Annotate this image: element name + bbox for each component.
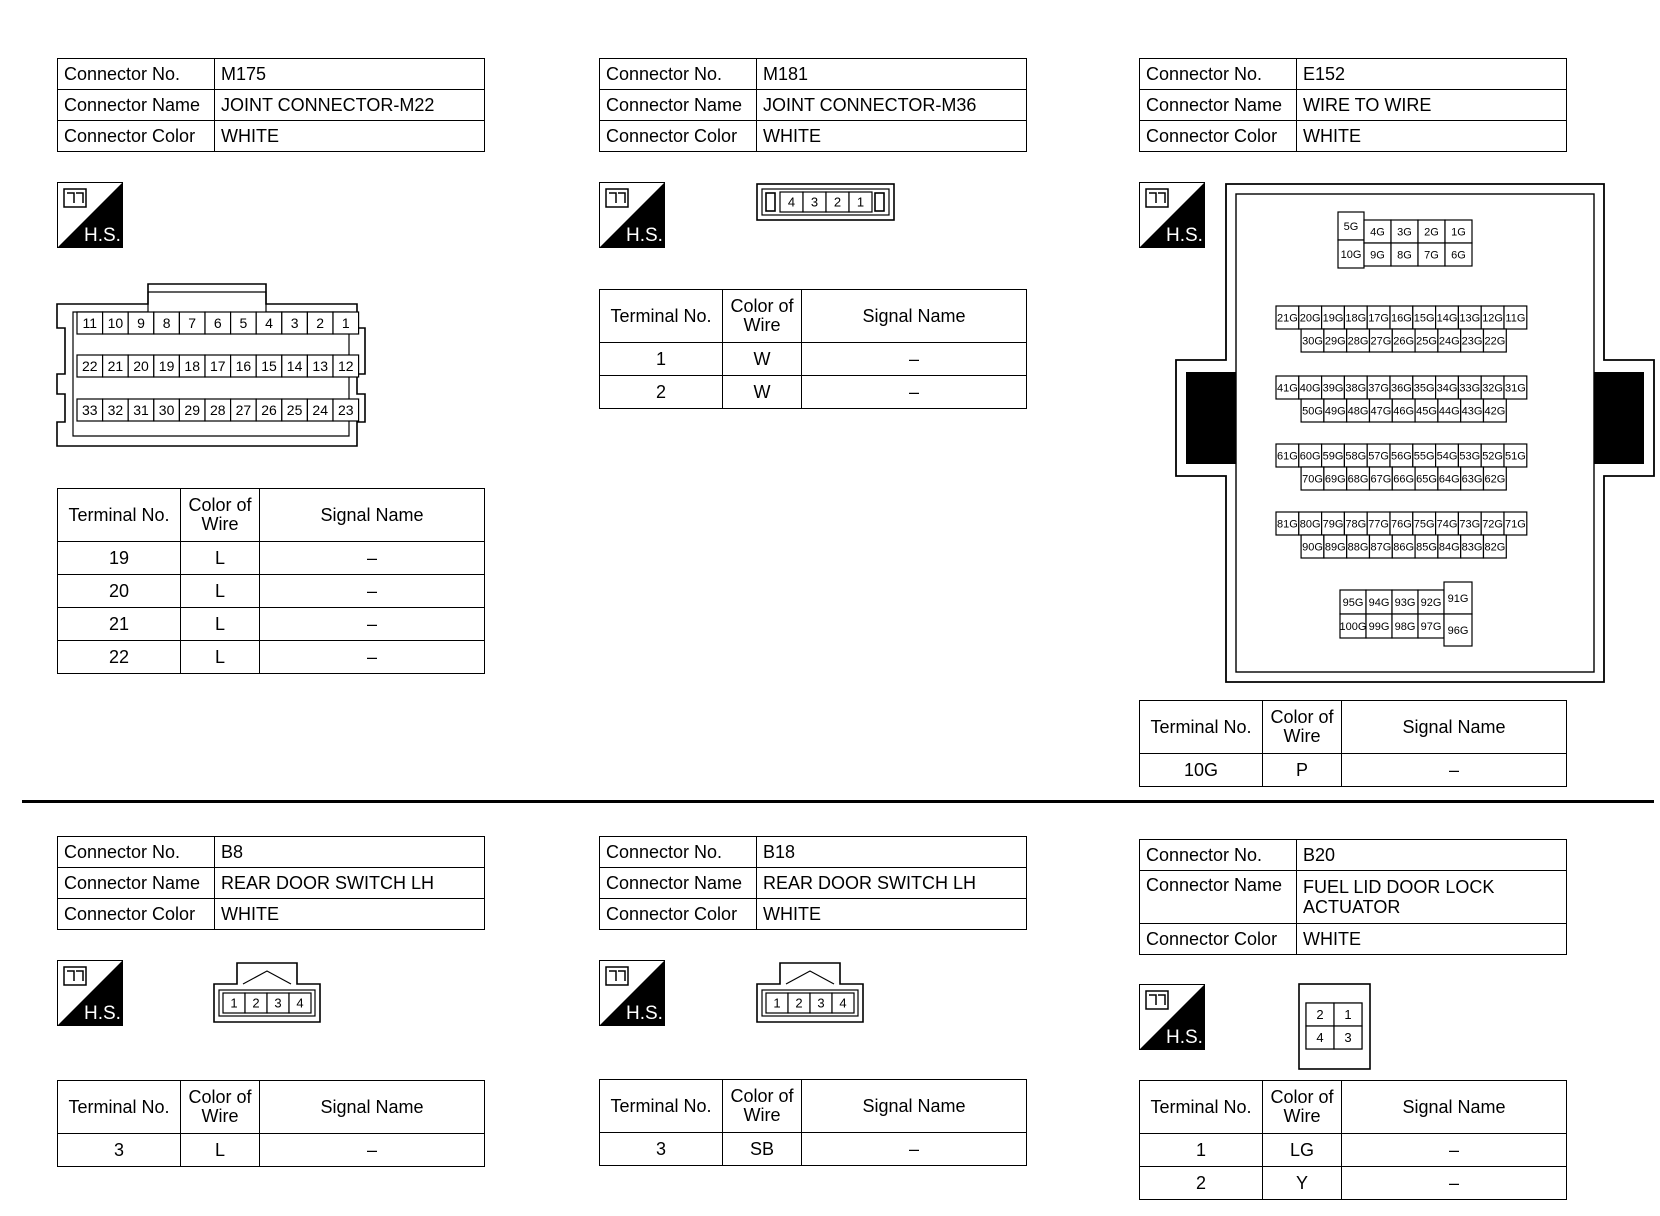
pin-label: 93G bbox=[1394, 596, 1416, 609]
pin-label: 95G bbox=[1342, 596, 1364, 609]
pin-label: 48G bbox=[1347, 405, 1369, 418]
connector-name-value: REAR DOOR SWITCH LH bbox=[757, 868, 1027, 899]
label-connector-color: Connector Color bbox=[600, 121, 757, 152]
connector-name-value: JOINT CONNECTOR-M36 bbox=[757, 90, 1027, 121]
header-signal-name: Signal Name bbox=[1342, 701, 1567, 754]
connector-color-value: WHITE bbox=[1297, 924, 1567, 955]
terminal-table-b20 bbox=[1139, 1080, 1567, 1200]
pin-label: 66G bbox=[1393, 473, 1415, 486]
pin-label: 1 bbox=[341, 315, 350, 332]
pin-label: 28G bbox=[1347, 335, 1369, 348]
pin-label: 46G bbox=[1393, 405, 1415, 418]
pin-label: 16G bbox=[1391, 312, 1412, 325]
table-row: 21 L – bbox=[58, 608, 485, 641]
pin-label: 11G bbox=[1505, 312, 1526, 325]
pin-label: 27 bbox=[235, 402, 252, 419]
connector-m181 bbox=[599, 58, 1027, 152]
label-connector-name: Connector Name bbox=[1140, 90, 1297, 121]
pin-label: 21 bbox=[107, 358, 124, 375]
header-terminal-no: Terminal No. bbox=[1140, 701, 1263, 754]
pin-label: 4 bbox=[265, 315, 273, 332]
label-connector-color: Connector Color bbox=[58, 121, 215, 152]
svg-text:H.S.: H.S. bbox=[84, 225, 121, 246]
svg-text:H.S.: H.S. bbox=[626, 225, 663, 246]
pin-label: 3 bbox=[274, 995, 282, 1011]
pin-label: 26 bbox=[261, 402, 277, 419]
pin-label: 13 bbox=[312, 358, 328, 375]
pin-label: 3 bbox=[1344, 1030, 1352, 1046]
pin-label: 99G bbox=[1368, 620, 1390, 633]
pin-label: 60G bbox=[1299, 450, 1321, 463]
label-connector-name: Connector Name bbox=[58, 90, 215, 121]
pin-label: 15G bbox=[1413, 312, 1435, 325]
pin-label: 3 bbox=[290, 315, 299, 332]
header-signal-name: Signal Name bbox=[802, 290, 1027, 343]
connector-face-b8 bbox=[213, 962, 323, 1024]
pin-label: 29G bbox=[1324, 335, 1346, 348]
label-connector-no: Connector No. bbox=[58, 59, 215, 90]
pin-label: 25 bbox=[286, 402, 303, 419]
header-color-of-wire: Color of Wire bbox=[181, 1081, 260, 1134]
pin-label: 17 bbox=[210, 358, 226, 375]
connector-name-value: REAR DOOR SWITCH LH bbox=[215, 868, 485, 899]
pin-label: 12G bbox=[1482, 312, 1503, 325]
pin-label: 88G bbox=[1347, 541, 1369, 554]
pin-label: 4G bbox=[1370, 226, 1385, 239]
pin-label: 36G bbox=[1391, 382, 1412, 395]
pin-label: 6G bbox=[1451, 249, 1466, 262]
svg-text:H.S.: H.S. bbox=[1166, 225, 1203, 246]
connector-color-value: WHITE bbox=[215, 121, 485, 152]
harness-side-icon bbox=[57, 182, 123, 248]
connector-face-b20 bbox=[1298, 983, 1372, 1071]
pin-label: 31 bbox=[133, 402, 149, 419]
pin-label: 3G bbox=[1397, 226, 1412, 239]
pin-label: 92G bbox=[1420, 596, 1442, 609]
pin-label: 47G bbox=[1370, 405, 1392, 418]
pin-label: 79G bbox=[1322, 518, 1344, 531]
pin-label: 67G bbox=[1370, 473, 1392, 486]
table-row: 1 LG – bbox=[1140, 1134, 1567, 1167]
pin-label: 15 bbox=[261, 358, 277, 375]
pin-label: 74G bbox=[1436, 518, 1458, 531]
pin-label: 97G bbox=[1420, 620, 1442, 633]
pin-label: 81G bbox=[1277, 518, 1298, 531]
pin-label: 44G bbox=[1438, 405, 1460, 418]
label-connector-name: Connector Name bbox=[58, 868, 215, 899]
label-connector-name: Connector Name bbox=[600, 90, 757, 121]
header-color-of-wire: Color of Wire bbox=[723, 290, 802, 343]
header-terminal-no: Terminal No. bbox=[600, 290, 723, 343]
pin-label: 27G bbox=[1370, 335, 1392, 348]
section-divider bbox=[22, 800, 1654, 803]
pin-label: 10 bbox=[107, 315, 124, 332]
pin-label: 39G bbox=[1322, 382, 1344, 395]
connector-b18 bbox=[599, 836, 1027, 930]
pin-label: 43G bbox=[1461, 405, 1483, 418]
pin-label: 49G bbox=[1324, 405, 1346, 418]
pin-label: 2 bbox=[252, 995, 260, 1011]
pin-label: 78G bbox=[1345, 518, 1367, 531]
terminal-table-e152 bbox=[1139, 700, 1567, 787]
header-color-of-wire: Color of Wire bbox=[723, 1080, 802, 1133]
harness-side-icon bbox=[1139, 984, 1205, 1050]
pin-label: 2 bbox=[795, 995, 803, 1011]
connector-color-value: WHITE bbox=[1297, 121, 1567, 152]
header-color-of-wire: Color of Wire bbox=[1263, 701, 1342, 754]
pin-label: 20 bbox=[133, 358, 149, 375]
pin-label: 19G bbox=[1322, 312, 1344, 325]
svg-text:H.S.: H.S. bbox=[626, 1003, 663, 1024]
table-row: 2 Y – bbox=[1140, 1167, 1567, 1200]
header-terminal-no: Terminal No. bbox=[58, 489, 181, 542]
pin-label: 24 bbox=[312, 402, 328, 419]
pin-label: 94G bbox=[1368, 596, 1390, 609]
terminal-table-m181 bbox=[599, 289, 1027, 409]
pin-label: 2 bbox=[833, 194, 842, 210]
pin-label: 89G bbox=[1324, 541, 1346, 554]
pin-label: 62G bbox=[1484, 473, 1506, 486]
pin-label: 42G bbox=[1484, 405, 1506, 418]
connector-info-table bbox=[57, 58, 485, 152]
pin-label: 17G bbox=[1368, 312, 1389, 325]
pin-label: 22G bbox=[1484, 335, 1506, 348]
pin-label: 2 bbox=[316, 315, 325, 332]
pin-label: 23 bbox=[338, 402, 354, 419]
label-connector-name: Connector Name bbox=[600, 868, 757, 899]
pin-label: 32G bbox=[1482, 382, 1503, 395]
pin-label: 51G bbox=[1505, 450, 1526, 463]
pin-label: 18G bbox=[1345, 312, 1367, 325]
pin-label: 96G bbox=[1447, 624, 1469, 637]
pin-label: 7G bbox=[1424, 249, 1439, 262]
pin-label: 69G bbox=[1324, 473, 1346, 486]
pin-label: 83G bbox=[1461, 541, 1483, 554]
pin-label: 28 bbox=[210, 402, 226, 419]
pin-label: 30 bbox=[158, 402, 175, 419]
pin-label: 2 bbox=[1316, 1007, 1324, 1023]
pin-label: 4 bbox=[1316, 1030, 1324, 1046]
pin-label: 7 bbox=[188, 315, 197, 332]
pin-label: 85G bbox=[1416, 541, 1437, 554]
pin-label: 61G bbox=[1277, 450, 1298, 463]
table-row: 3 SB – bbox=[600, 1133, 1027, 1166]
terminal-table-b8 bbox=[57, 1080, 485, 1167]
connector-no-value: B8 bbox=[215, 837, 485, 868]
pin-label: 10G bbox=[1340, 248, 1362, 261]
header-signal-name: Signal Name bbox=[1342, 1081, 1567, 1134]
pin-label: 38G bbox=[1345, 382, 1367, 395]
pin-label: 1 bbox=[1344, 1007, 1352, 1023]
pin-label: 16 bbox=[235, 358, 252, 375]
header-signal-name: Signal Name bbox=[260, 1081, 485, 1134]
pin-label: 8 bbox=[162, 315, 171, 332]
pin-label: 33G bbox=[1459, 382, 1481, 395]
pin-label: 1 bbox=[773, 995, 781, 1011]
pin-label: 19 bbox=[158, 358, 175, 375]
pin-label: 34G bbox=[1436, 382, 1458, 395]
label-connector-name: Connector Name bbox=[1140, 871, 1297, 924]
pin-label: 72G bbox=[1482, 518, 1503, 531]
pin-label: 77G bbox=[1368, 518, 1389, 531]
connector-color-value: WHITE bbox=[757, 121, 1027, 152]
pin-label: 21G bbox=[1277, 312, 1298, 325]
pin-label: 57G bbox=[1368, 450, 1389, 463]
table-row: 1 W – bbox=[600, 343, 1027, 376]
pin-label: 76G bbox=[1391, 518, 1412, 531]
terminal-table-m175 bbox=[57, 488, 485, 674]
table-row: 19 L – bbox=[58, 542, 485, 575]
label-connector-no: Connector No. bbox=[600, 59, 757, 90]
pin-label: 9G bbox=[1370, 249, 1385, 262]
table-row: 22 L – bbox=[58, 641, 485, 674]
connector-no-value: B20 bbox=[1297, 840, 1567, 871]
pin-label: 32 bbox=[107, 402, 124, 419]
connector-name-value: FUEL LID DOOR LOCK ACTUATOR bbox=[1297, 871, 1567, 924]
pin-label: 80G bbox=[1299, 518, 1321, 531]
pin-label: 1 bbox=[856, 194, 865, 210]
pin-label: 59G bbox=[1322, 450, 1344, 463]
pin-label: 50G bbox=[1302, 405, 1323, 418]
pin-label: 20G bbox=[1299, 312, 1321, 325]
label-connector-color: Connector Color bbox=[58, 899, 215, 930]
header-color-of-wire: Color of Wire bbox=[181, 489, 260, 542]
pin-label: 9 bbox=[137, 315, 145, 332]
pin-label: 14 bbox=[286, 358, 303, 375]
header-color-of-wire: Color of Wire bbox=[1263, 1081, 1342, 1134]
pin-label: 53G bbox=[1459, 450, 1481, 463]
pin-label: 56G bbox=[1391, 450, 1412, 463]
table-row: 3 L – bbox=[58, 1134, 485, 1167]
label-connector-color: Connector Color bbox=[600, 899, 757, 930]
connector-face-m181 bbox=[756, 183, 896, 223]
pin-label: 63G bbox=[1461, 473, 1483, 486]
pin-label: 25G bbox=[1416, 335, 1437, 348]
pin-label: 86G bbox=[1393, 541, 1415, 554]
pin-label: 91G bbox=[1447, 592, 1469, 605]
pin-label: 26G bbox=[1393, 335, 1415, 348]
pin-label: 29 bbox=[184, 402, 200, 419]
connector-e152 bbox=[1139, 58, 1567, 152]
pin-label: 3 bbox=[810, 194, 819, 210]
connector-no-value: M175 bbox=[215, 59, 485, 90]
table-row: 2 W – bbox=[600, 376, 1027, 409]
label-connector-no: Connector No. bbox=[600, 837, 757, 868]
pin-label: 12 bbox=[338, 358, 354, 375]
pin-label: 33 bbox=[82, 402, 98, 419]
pin-label: 2G bbox=[1424, 226, 1439, 239]
pin-label: 23G bbox=[1461, 335, 1483, 348]
pin-label: 1G bbox=[1451, 226, 1466, 239]
connector-b8 bbox=[57, 836, 485, 930]
pin-label: 100G bbox=[1339, 620, 1367, 633]
connector-color-value: WHITE bbox=[215, 899, 485, 930]
svg-text:H.S.: H.S. bbox=[1166, 1027, 1203, 1048]
pin-label: 54G bbox=[1436, 450, 1458, 463]
label-connector-color: Connector Color bbox=[1140, 121, 1297, 152]
pin-label: 8G bbox=[1397, 249, 1412, 262]
connector-face-m175 bbox=[55, 282, 387, 448]
pin-label: 31G bbox=[1505, 382, 1526, 395]
pin-label: 14G bbox=[1436, 312, 1458, 325]
pin-label: 55G bbox=[1413, 450, 1435, 463]
header-signal-name: Signal Name bbox=[802, 1080, 1027, 1133]
harness-side-icon bbox=[599, 960, 665, 1026]
header-terminal-no: Terminal No. bbox=[58, 1081, 181, 1134]
pin-label: 13G bbox=[1459, 312, 1481, 325]
pin-label: 71G bbox=[1505, 518, 1526, 531]
label-connector-no: Connector No. bbox=[1140, 840, 1297, 871]
label-connector-no: Connector No. bbox=[58, 837, 215, 868]
terminal-table-b18 bbox=[599, 1079, 1027, 1166]
connector-face-e152 bbox=[1172, 182, 1658, 686]
pin-label: 40G bbox=[1299, 382, 1321, 395]
connector-color-value: WHITE bbox=[757, 899, 1027, 930]
pin-label: 18 bbox=[184, 358, 200, 375]
pin-label: 22 bbox=[82, 358, 98, 375]
pin-label: 4 bbox=[787, 194, 796, 210]
pin-label: 4 bbox=[296, 995, 304, 1011]
pin-label: 35G bbox=[1413, 382, 1435, 395]
table-row: 20 L – bbox=[58, 575, 485, 608]
pin-label: 75G bbox=[1413, 518, 1435, 531]
pin-label: 65G bbox=[1416, 473, 1437, 486]
connector-name-value: JOINT CONNECTOR-M22 bbox=[215, 90, 485, 121]
connector-no-value: B18 bbox=[757, 837, 1027, 868]
pin-label: 5G bbox=[1343, 220, 1359, 233]
pin-label: 5 bbox=[239, 315, 248, 332]
harness-side-icon bbox=[57, 960, 123, 1026]
pin-label: 4 bbox=[839, 995, 847, 1011]
pin-label: 3 bbox=[817, 995, 825, 1011]
pin-label: 30G bbox=[1302, 335, 1323, 348]
label-connector-color: Connector Color bbox=[1140, 924, 1297, 955]
header-terminal-no: Terminal No. bbox=[1140, 1081, 1263, 1134]
pin-label: 90G bbox=[1302, 541, 1323, 554]
label-connector-no: Connector No. bbox=[1140, 59, 1297, 90]
pin-label: 37G bbox=[1368, 382, 1389, 395]
pin-label: 64G bbox=[1438, 473, 1460, 486]
pin-label: 41G bbox=[1277, 382, 1298, 395]
table-row: 10G P – bbox=[1140, 754, 1567, 787]
pin-label: 73G bbox=[1459, 518, 1481, 531]
connector-no-value: M181 bbox=[757, 59, 1027, 90]
pin-label: 11 bbox=[82, 315, 98, 332]
pin-label: 87G bbox=[1370, 541, 1392, 554]
pin-label: 52G bbox=[1482, 450, 1503, 463]
connector-m175 bbox=[57, 58, 485, 152]
pin-label: 58G bbox=[1345, 450, 1367, 463]
header-terminal-no: Terminal No. bbox=[600, 1080, 723, 1133]
pin-label: 82G bbox=[1484, 541, 1506, 554]
connector-no-value: E152 bbox=[1297, 59, 1567, 90]
pin-label: 45G bbox=[1416, 405, 1437, 418]
svg-text:H.S.: H.S. bbox=[84, 1003, 121, 1024]
pin-label: 84G bbox=[1438, 541, 1460, 554]
harness-side-icon bbox=[599, 182, 665, 248]
connector-face-b18 bbox=[756, 962, 866, 1024]
pin-label: 1 bbox=[230, 995, 238, 1011]
pin-label: 6 bbox=[213, 315, 222, 332]
header-signal-name: Signal Name bbox=[260, 489, 485, 542]
pin-label: 98G bbox=[1394, 620, 1416, 633]
pin-label: 24G bbox=[1438, 335, 1460, 348]
connector-name-value: WIRE TO WIRE bbox=[1297, 90, 1567, 121]
connector-b20 bbox=[1139, 839, 1567, 955]
pin-label: 70G bbox=[1302, 473, 1323, 486]
pin-label: 68G bbox=[1347, 473, 1369, 486]
